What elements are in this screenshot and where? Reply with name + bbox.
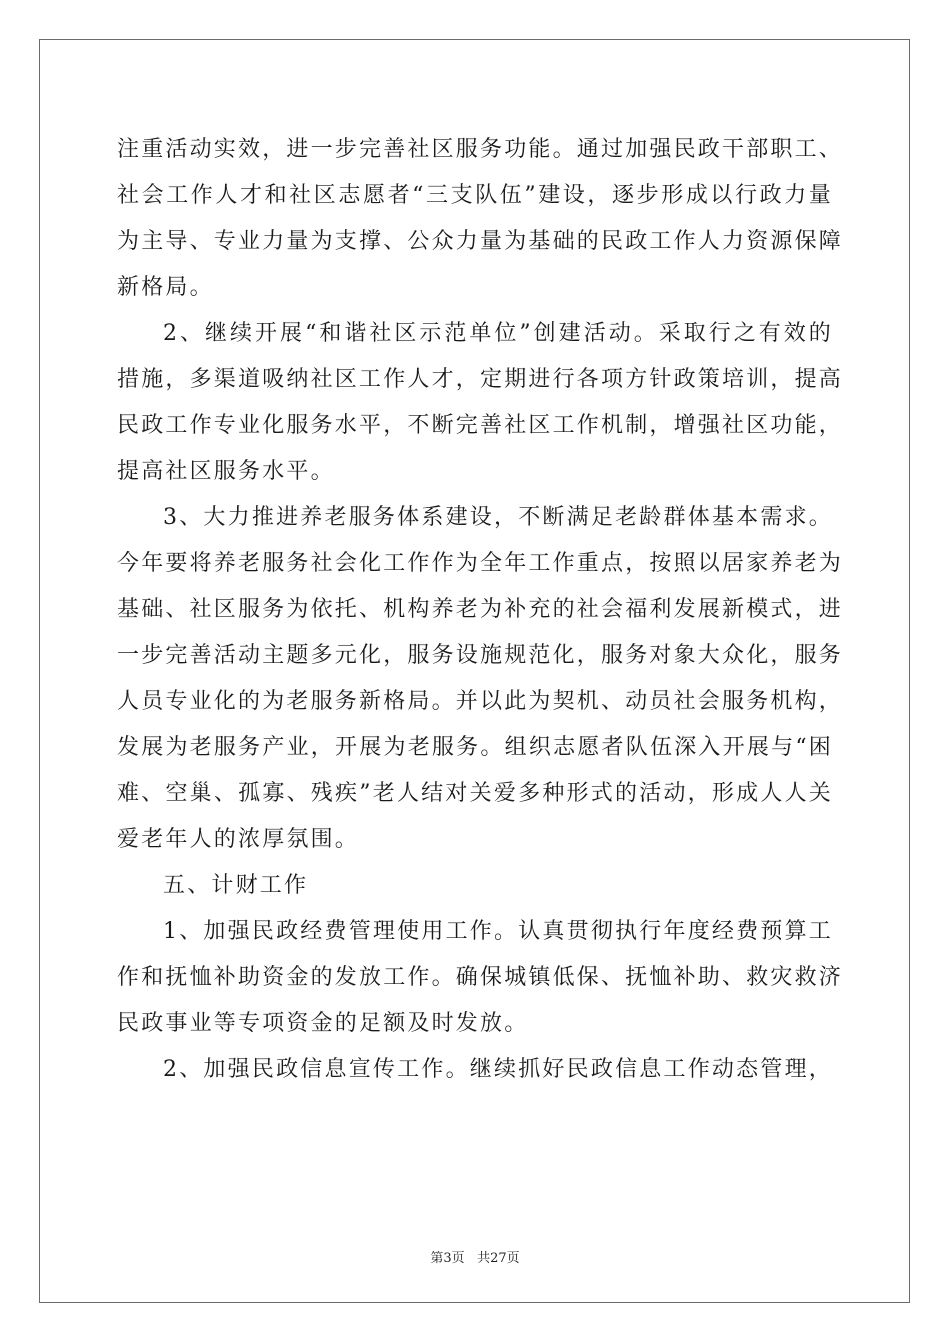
paragraph bbox=[117, 1047, 833, 1093]
text-line: 民政工作专业化服务水平，不断完善社区工作机制，增强社区功能， bbox=[117, 413, 844, 438]
text-line: 社会工作人才和社区志愿者“三支队伍”建设，逐步形成以行政力量 bbox=[117, 183, 833, 208]
page-number: 第3页 bbox=[430, 1251, 465, 1266]
text-line: 作和抚恤补助资金的发放工作。确保城镇低保、抚恤补助、救灾救济 bbox=[117, 965, 844, 990]
text-line: 为主导、专业力量为支撑、公众力量为基础的民政工作人力资源保障 bbox=[117, 229, 844, 254]
section-heading bbox=[117, 863, 833, 909]
text-line: 爱老年人的浓厚氛围。 bbox=[117, 827, 360, 852]
text-line: 2、继续开展“和谐社区示范单位”创建活动。采取行之有效的 bbox=[163, 321, 833, 346]
text-line: 一步完善活动主题多元化，服务设施规范化，服务对象大众化，服务 bbox=[117, 643, 844, 668]
page-total: 共27页 bbox=[477, 1251, 520, 1266]
text-line: 今年要将养老服务社会化工作作为全年工作重点，按照以居家养老为 bbox=[117, 551, 844, 576]
page-footer bbox=[0, 1247, 950, 1266]
text-line: 民政事业等专项资金的足额及时发放。 bbox=[117, 1011, 529, 1036]
paragraph bbox=[117, 127, 844, 311]
paragraph bbox=[117, 311, 844, 495]
text-line: 五、计财工作 bbox=[163, 873, 309, 898]
text-line: 难、空巢、孤寡、残疾”老人结对关爱多种形式的活动，形成人人关 bbox=[117, 781, 833, 806]
text-line: 新格局。 bbox=[117, 275, 214, 300]
text-line: 提高社区服务水平。 bbox=[117, 459, 335, 484]
text-line: 1、加强民政经费管理使用工作。认真贯彻执行年度经费预算工 bbox=[163, 919, 833, 944]
document-body bbox=[117, 127, 844, 1093]
text-line: 基础、社区服务为依托、机构养老为补充的社会福利发展新模式，进 bbox=[117, 597, 844, 622]
text-line: 措施，多渠道吸纳社区工作人才，定期进行各项方针政策培训，提高 bbox=[117, 367, 844, 392]
text-line: 2、加强民政信息宣传工作。继续抓好民政信息工作动态管理， bbox=[163, 1057, 833, 1082]
text-line: 人员专业化的为老服务新格局。并以此为契机、动员社会服务机构， bbox=[117, 689, 844, 714]
text-line: 注重活动实效，进一步完善社区服务功能。通过加强民政干部职工、 bbox=[117, 137, 844, 162]
text-line: 发展为老服务产业，开展为老服务。组织志愿者队伍深入开展与“困 bbox=[117, 735, 833, 760]
paragraph bbox=[117, 909, 844, 1047]
text-line: 3、大力推进养老服务体系建设，不断满足老龄群体基本需求。 bbox=[163, 505, 833, 530]
paragraph bbox=[117, 495, 844, 863]
